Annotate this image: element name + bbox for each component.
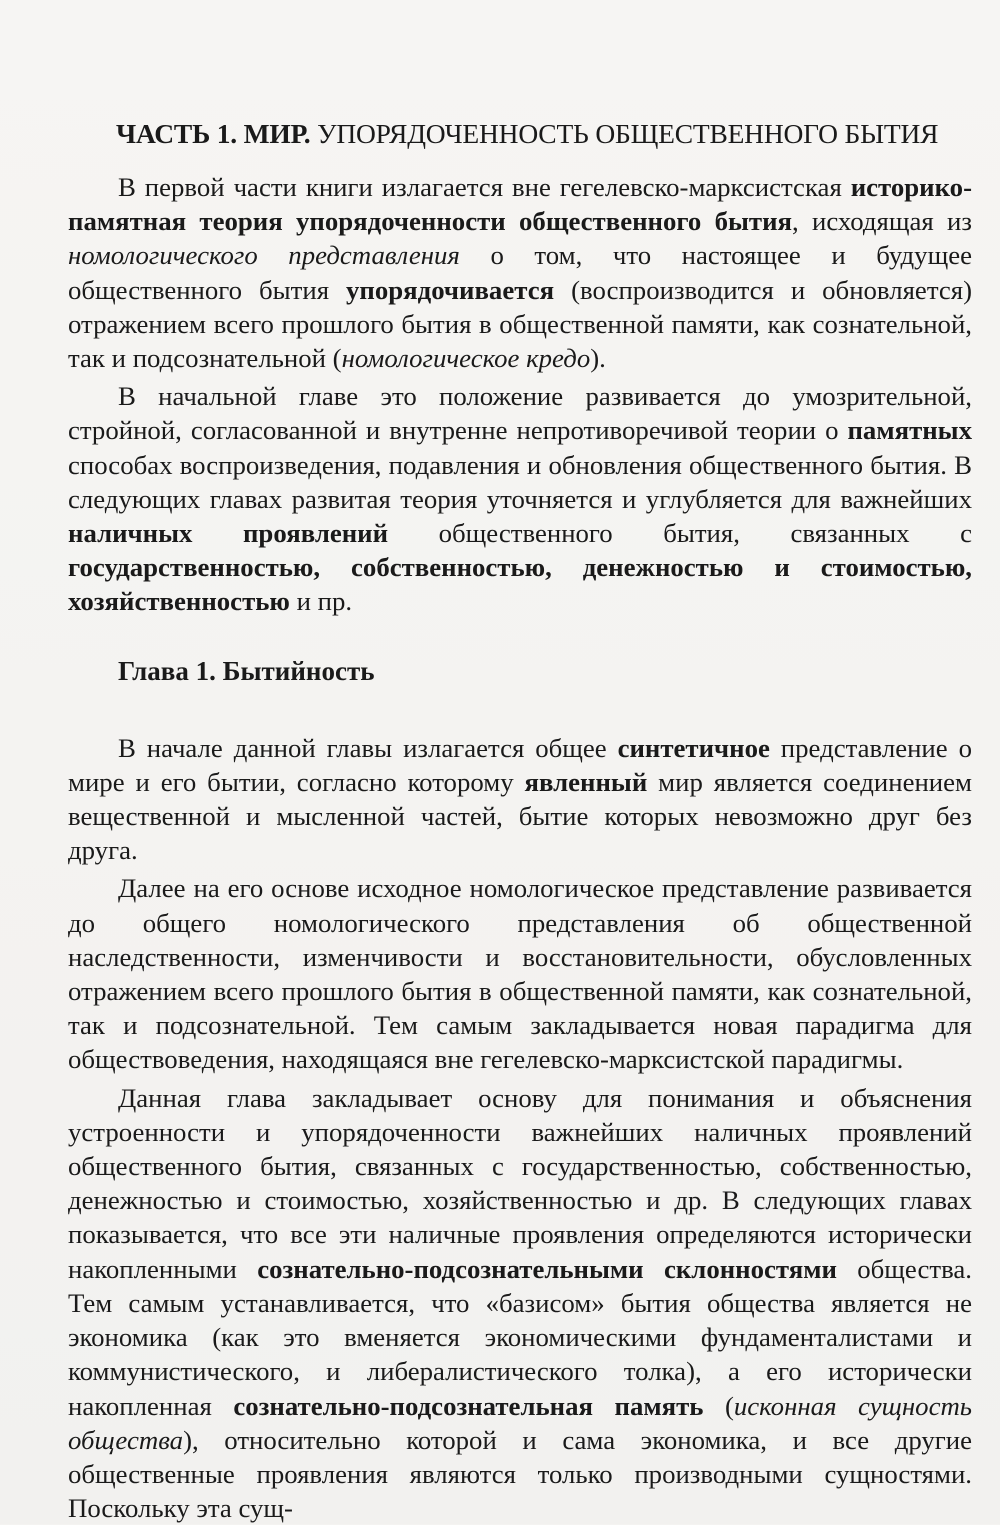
chapter-paragraph-2 — [68, 871, 972, 1076]
bold-term: памятных — [847, 415, 972, 446]
text-run: (воспроизводится и обновляется) отражением всего прошлого бытия в общественной памяти, как сознательной, так и подсознательной ( — [68, 274, 973, 374]
text-run: ), относительно которой и сама экономика, и все другие общественные проявления являются только производными сущностями. Поскольку эта сущ- — [68, 1424, 972, 1524]
bold-term: сознательно-подсознательными склонностями — [257, 1253, 837, 1284]
text-run: Данная глава закладывает основу для понимания и объяснения устроенности и упорядоченности важнейших наличных проявлений общественного бытия, связанных с государственностью, собственностью, денежностью и стоимостью, хозяйственностью и др. В следующих главах показывается, что все эти наличные проявления определяются исторически накопленными — [68, 1082, 972, 1284]
bold-term: наличных проявлений — [68, 518, 389, 549]
italic-term: исконная сущность общества — [68, 1390, 973, 1455]
intro-paragraph-2 — [68, 379, 972, 618]
part-heading-bold: ЧАСТЬ 1. МИР. — [116, 118, 311, 149]
chapter-paragraph-3 — [68, 1081, 972, 1525]
text-run: и пр. — [289, 586, 353, 617]
text-run: ( — [703, 1390, 734, 1421]
text-run: В первой части книги излагается вне гегелевско-марксистская — [118, 172, 851, 202]
text-run: способах воспроизведения, подавления и обновления общественного бытия. В следующих главах развитая теория уточняется и углубляется для важнейших — [68, 449, 972, 514]
text-run: общественного бытия, связанных с — [388, 518, 972, 549]
bold-term: упорядочивается — [346, 274, 555, 305]
text-run: , исходящая из — [792, 206, 972, 237]
text-run: мир является соединением вещественной и мысленной частей, бытие которых невозможно друг без друга. — [68, 766, 972, 866]
italic-term: номологическое кредо — [341, 343, 591, 374]
part-heading-rest: УПОРЯДОЧЕННОСТЬ ОБЩЕСТВЕННОГО БЫТИЯ — [310, 118, 939, 149]
part-heading — [68, 116, 972, 152]
text-run: В начальной главе это положение развивается до умозрительной, стройной, согласованной и внутренне непротиворечивой теории о — [68, 381, 972, 446]
chapter-paragraph-1 — [68, 731, 972, 868]
bold-term: историко-памятная теория упорядоченности общественного бытия — [68, 172, 972, 237]
intro-paragraph-1 — [68, 170, 972, 375]
bold-term: синтетичное — [617, 732, 770, 763]
text-run: представление о мире и его бытии, согласно которому — [68, 732, 972, 797]
text-run: общества. Тем самым устанавливается, что «базисом» бытия общества является не экономика (как это вменяется экономическими фундаменталистами и коммунистического, и либералистического толка), а его исторически накопленная — [68, 1253, 972, 1421]
text-run: ). — [590, 343, 606, 374]
italic-term: номологического представления — [68, 240, 460, 271]
bold-term: сознательно-подсознательная память — [233, 1390, 704, 1421]
chapter-heading: Глава 1. Бытийность — [118, 655, 375, 686]
text-run: В начале данной главы излагается общее — [118, 732, 618, 763]
text-run: о том, что настоящее и будущее общественного бытия — [68, 240, 973, 305]
bold-term: государственностью, собственностью, денежностью и стоимостью, хозяйственностью — [68, 552, 972, 617]
bold-term: явленный — [524, 766, 648, 797]
text-run: Далее на его основе исходное номологическое представление развивается до общего номологического представления об общественной наследственности, изменчивости и восстановительности, обусловленных отражением всего прошлого бытия в общественной памяти, как сознательной, так и подсознательной. Тем самым закладывается новая парадигма для обществоведения, находящаяся вне гегелевско-марксистской парадигмы. — [68, 873, 972, 1075]
